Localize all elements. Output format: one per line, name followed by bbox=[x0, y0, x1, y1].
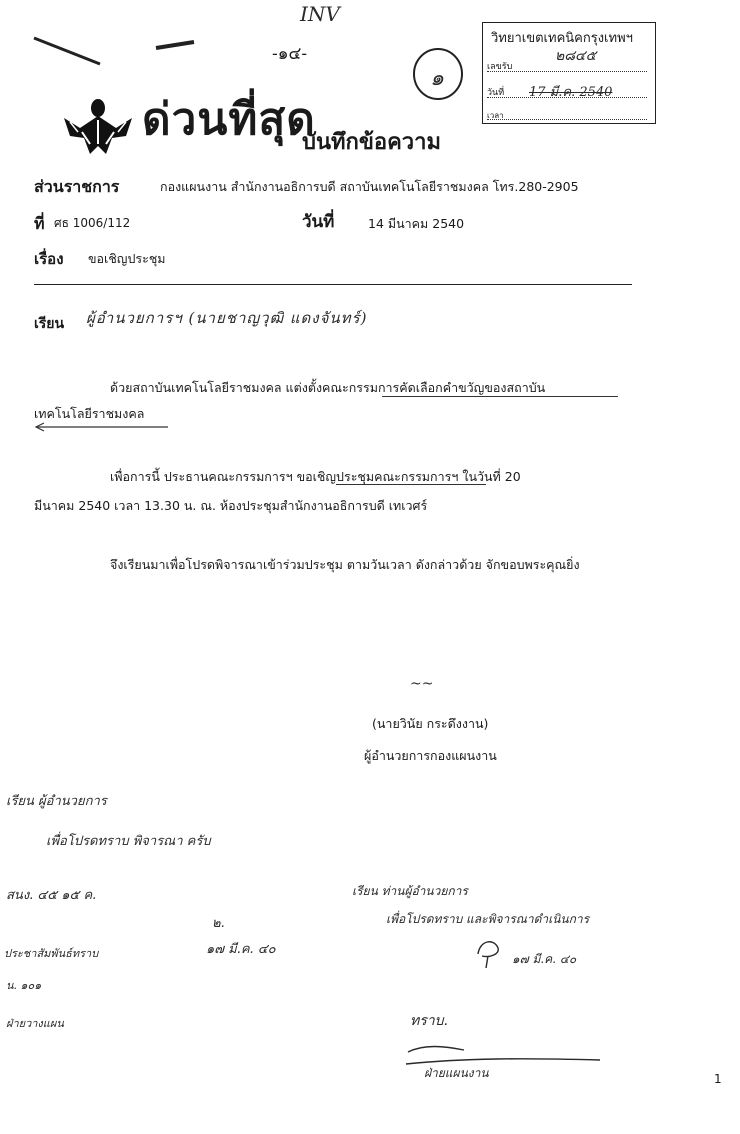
right-note-line-1: เรียน ท่านผู้อำนวยการ bbox=[352, 884, 468, 898]
stamp-receive-label: เลขรับ bbox=[487, 62, 513, 72]
underline-mark bbox=[336, 484, 486, 485]
left-note-line-3: สนง. ๔๕ ๑๕ ค. bbox=[6, 888, 97, 903]
subject-label: เรื่อง bbox=[34, 250, 64, 268]
stamp-line bbox=[487, 71, 647, 72]
subject-value: ขอเชิญประชุม bbox=[88, 251, 166, 266]
body-paragraph-1-line-1: ด้วยสถาบันเทคโนโลยีราชมงคล แต่งตั้งคณะกรรมการคัดเลือกคำขวัญของสถาบัน bbox=[110, 380, 546, 395]
underline-mark bbox=[382, 396, 618, 397]
salutation-handwritten: ผู้อำนวยการฯ (นายชาญวุฒิ แดงจันทร์) bbox=[86, 309, 368, 327]
left-note-line-6: น. ๑๐๑ bbox=[6, 979, 42, 992]
date-value: 14 มีนาคม 2540 bbox=[368, 216, 465, 231]
signature-mark: ~~ bbox=[410, 676, 434, 692]
left-note-line-7: ฝ่ายวางแผน bbox=[6, 1017, 64, 1030]
circled-number: ๑ bbox=[430, 66, 444, 91]
reference-number: ศธ 1006/112 bbox=[54, 216, 131, 230]
right-note-line-2: เพื่อโปรดทราบ และพิจารณาดำเนินการ bbox=[386, 912, 590, 926]
reference-label: ที่ bbox=[34, 214, 45, 233]
stamp-line bbox=[487, 97, 647, 98]
stamp-date-label: วันที่ bbox=[487, 88, 505, 98]
body-paragraph-1-line-2: เทคโนโลยีราชมงคล bbox=[34, 406, 145, 421]
page-number: -๑๔- bbox=[272, 44, 308, 64]
stamp-time-label: เวลา bbox=[487, 111, 504, 120]
underline-arrow-mark bbox=[34, 420, 174, 434]
left-note-line-1: เรียน ผู้อำนวยการ bbox=[6, 794, 107, 809]
stamp-date-value: 17 มี.ค. 2540 bbox=[529, 85, 613, 100]
signatory-position: ผู้อำนวยการกองแผนงาน bbox=[364, 748, 497, 763]
right-note-date: ๑๗ มี.ค. ๔๐ bbox=[512, 952, 577, 966]
stamp-receive-number: ๒๘๔๕ bbox=[555, 48, 597, 64]
body-paragraph-3: จึงเรียนมาเพื่อโปรดพิจารณาเข้าร่วมประชุม ตามวันเวลา ดังกล่าวด้วย จักขอบพระคุณยิ่ง bbox=[110, 557, 580, 572]
salutation-label: เรียน bbox=[34, 316, 65, 332]
pen-stroke-left bbox=[30, 32, 150, 72]
garuda-emblem-icon bbox=[60, 92, 136, 162]
edge-mark: 1 bbox=[714, 1072, 722, 1086]
signatory-name: (นายวินัย กระดึงงาน) bbox=[372, 716, 489, 731]
department-value: กองแผนงาน สำนักงานอธิการบดี สถาบันเทคโนโลยีราชมงคล โทร.280-2905 bbox=[160, 179, 579, 194]
stamp-line bbox=[487, 119, 647, 120]
department-label: ส่วนราชการ bbox=[34, 177, 120, 196]
left-note-line-4: ๒. bbox=[212, 916, 225, 931]
right-note-signature-mark bbox=[472, 934, 512, 970]
stamp-org: วิทยาเขตเทคนิคกรุงเทพฯ bbox=[491, 31, 633, 46]
pen-stroke-mid bbox=[150, 34, 210, 58]
left-note-line-5: ประชาสัมพันธ์ทราบ bbox=[4, 947, 99, 960]
header-divider bbox=[34, 284, 632, 285]
date-label: วันที่ bbox=[302, 212, 335, 232]
body-paragraph-2-line-1: เพื่อการนี้ ประธานคณะกรรมการฯ ขอเชิญประชุมคณะกรรมการฯ ในวันที่ 20 bbox=[110, 469, 521, 484]
top-handwritten-mark: INV bbox=[300, 2, 340, 26]
right-note-line-3: ทราบ. bbox=[410, 1013, 448, 1029]
document-type-title: บันทึกข้อความ bbox=[302, 129, 442, 155]
left-note-date: ๑๗ มี.ค. ๔๐ bbox=[206, 942, 276, 957]
right-note-line-4: ฝ่ายแผนงาน bbox=[424, 1066, 489, 1080]
receiving-stamp bbox=[482, 22, 656, 124]
urgency-stamp: ด่วนที่สุด bbox=[142, 94, 316, 145]
left-note-line-2: เพื่อโปรดทราบ พิจารณา ครับ bbox=[46, 834, 211, 849]
body-paragraph-2-line-2: มีนาคม 2540 เวลา 13.30 น. ณ. ห้องประชุมสำนักงานอธิการบดี เทเวศร์ bbox=[34, 498, 428, 513]
